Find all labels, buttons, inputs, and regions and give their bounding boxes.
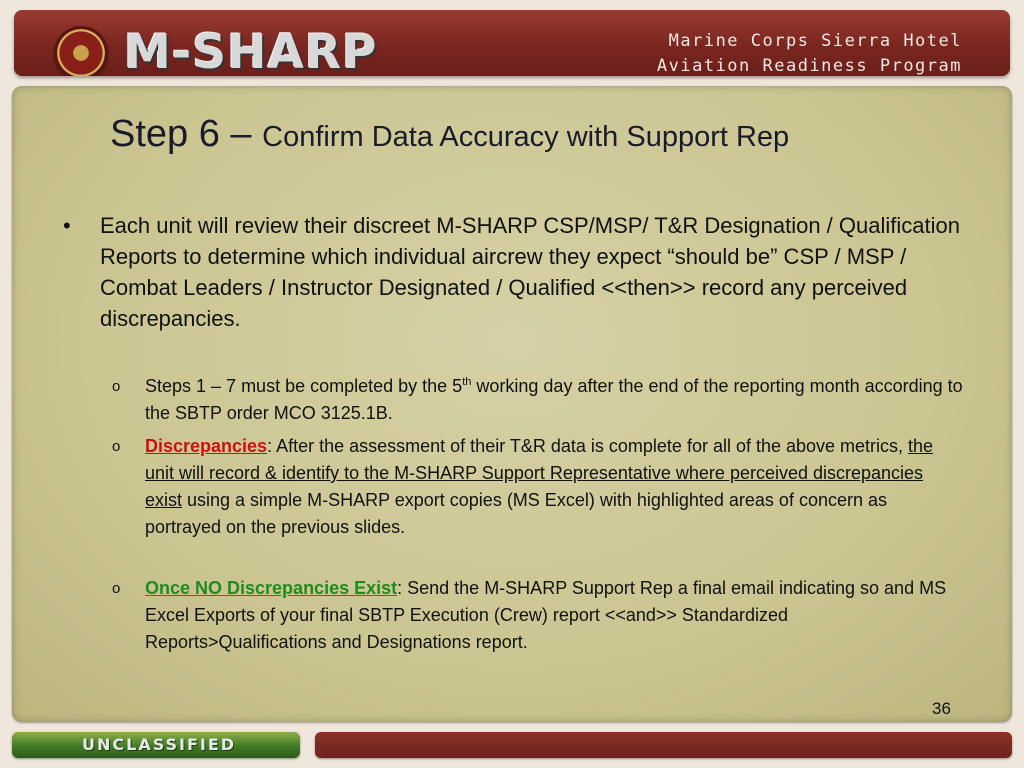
deadline-text-post: working day after the end of the reporting month according to the SBTP order MCO 3125.1B. <box>145 376 963 423</box>
slide-title <box>110 113 789 156</box>
sub-bullet-marker-icon: o <box>112 438 121 455</box>
msharp-logo: M-SHARP <box>124 25 378 76</box>
page-number: 36 <box>932 699 951 718</box>
sub-bullet-body <box>145 575 965 656</box>
deadline-superscript: th <box>462 376 472 388</box>
classification-label: UNCLASSIFIED <box>82 735 237 754</box>
discrepancies-label: Discrepancies <box>145 436 268 456</box>
discrepancies-text-2: using a simple M-SHARP export copies (MS Excel) with highlighted areas of concern as portrayed on the previous slides. <box>145 490 887 537</box>
sub-bullet-body <box>145 433 965 541</box>
program-title <box>657 29 962 76</box>
sub-bullet-marker-icon: o <box>112 378 121 395</box>
title-text: Confirm Data Accuracy with Support Rep <box>262 121 790 153</box>
sub-bullet-body <box>145 373 965 427</box>
no-discrepancies-label: Once NO Discrepancies Exist <box>145 578 398 598</box>
deadline-text-pre: Steps 1 – 7 must be completed by the 5 <box>145 376 463 396</box>
program-title-line1: Marine Corps Sierra Hotel <box>668 31 962 51</box>
classification-banner <box>12 732 300 758</box>
footer-bar <box>315 732 1012 758</box>
header-banner <box>14 10 1010 76</box>
marine-corps-seal-icon <box>54 26 108 76</box>
bullet-icon: • <box>63 213 71 238</box>
sub-bullet-marker-icon: o <box>112 580 121 597</box>
discrepancies-underlined-text: the unit will record & identify to the M-SHARP Support Representative where perceived discrepancies exist <box>145 436 934 510</box>
main-bullet-text: Each unit will review their discreet M-SHARP CSP/MSP/ T&R Designation / Qualification Reports to determine which individual aircrew they expect “should be” CSP / MSP / Combat Leaders / Instructor Designated / Qualified <<then>> record any perceived discrepancies. <box>100 213 960 331</box>
discrepancies-text-1: : After the assessment of their T&R data is complete for all of the above metrics, <box>267 436 909 456</box>
no-discrepancies-text: : Send the M-SHARP Support Rep a final email indicating so and MS Excel Exports of your final SBTP Execution (Crew) report <<and>> Standardized Reports>Qualifications and Designations report. <box>145 578 947 652</box>
title-step: Step 6 – <box>110 113 263 155</box>
program-title-line2: Aviation Readiness Program <box>656 56 962 76</box>
